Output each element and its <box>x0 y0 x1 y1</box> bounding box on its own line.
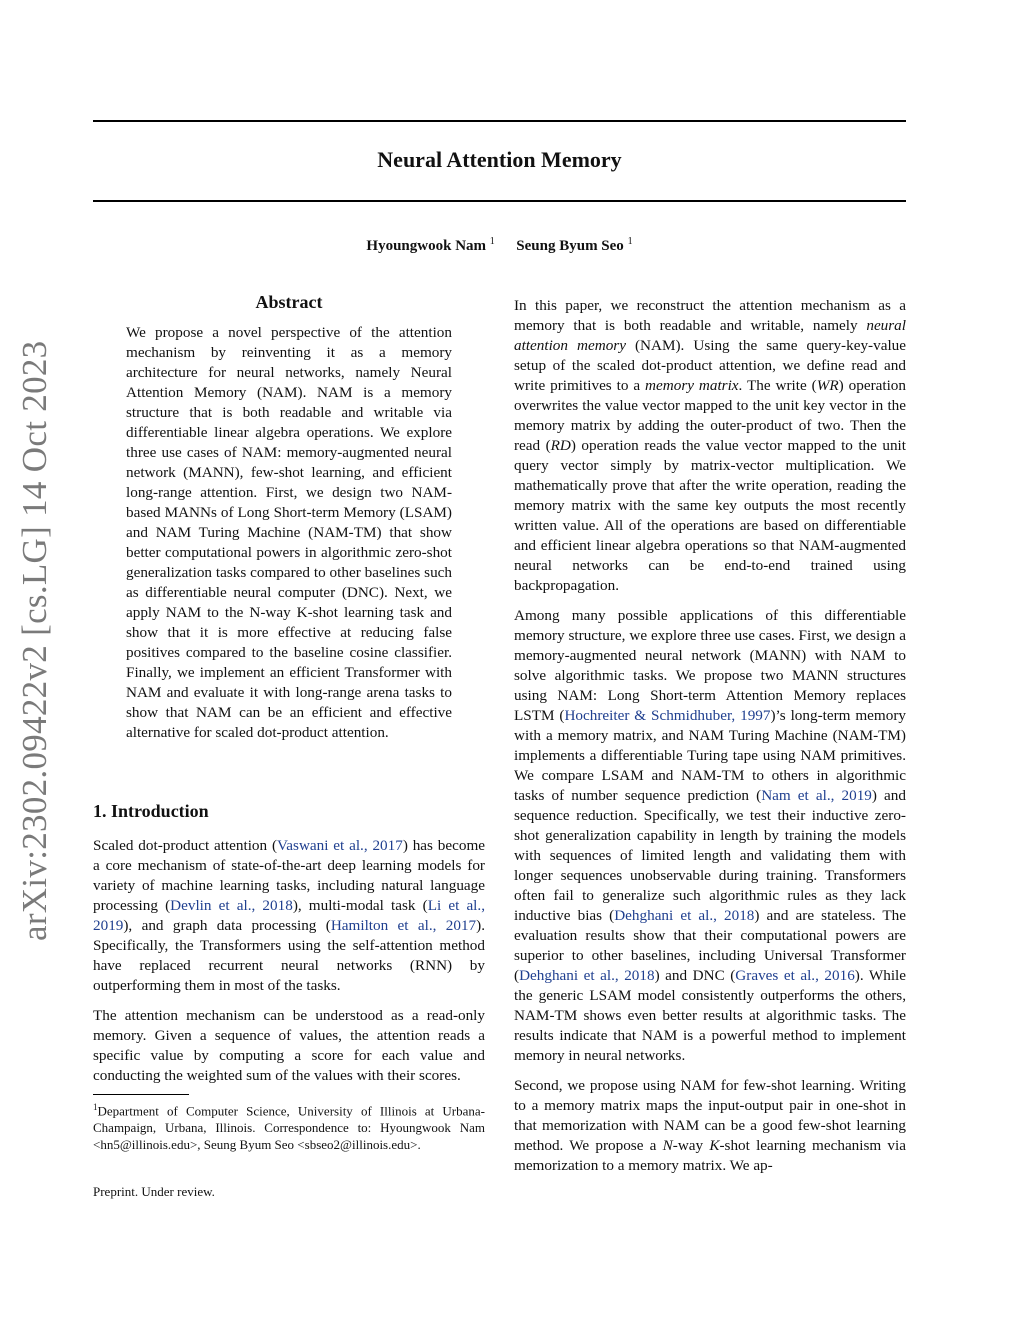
body-paragraph: Among many possible applications of this differentiable memory structure, we explore three use cases. First, we design a memory-augmented neural network (MANN) with NAM to solve algorithmic tasks. We propose two MANN structures using NAM: Long Short-term Attention Memory replaces LSTM (Hochreiter & Schmidhuber, 1997)’s long-term memory with a memory matrix, and NAM Turing Machine (NAM-TM) implements a differentiable Turing tape using NAM primitives. We compare LSAM and NAM-TM to others in algorithmic tasks of number sequence prediction (Nam et al., 2019) and sequence reduction. Specifically, we test their inductive zero-shot generalization capability in length by training the models with sequences of limited length and validating them with longer sequences unobservable during training. Transformers often fail to generalize such algorithmic rules as they lack inductive bias (Dehghani et al., 2018) and are stateless. The evaluation results show that their computational powers are superior to other baselines, including Universal Transformer (Dehghani et al., 2018) and DNC (Graves et al., 2016). While the generic LSAM model consistently outperforms the others, NAM-TM shows even better results at algorithmic tasks. The results indicate that NAM is a powerful method to implement memory in neural networks. <box>514 607 907 1064</box>
math-symbol: N <box>662 1137 673 1154</box>
math-symbol: WR <box>816 377 839 394</box>
citation-link[interactable]: Hochreiter & Schmidhuber, 1997 <box>564 707 771 724</box>
arxiv-identifier-stamp: arXiv:2302.09422v2 [cs.LG] 14 Oct 2023 <box>15 340 54 941</box>
introduction-paragraph: The attention mechanism can be understood as a read-only memory. Given a sequence of values, the attention reads a specific value by computing a score for each value and conducting the weighted sum of the values with their scores. <box>93 1007 485 1084</box>
citation-link[interactable]: Graves et al., 2016 <box>735 967 855 984</box>
citation-link[interactable]: Nam et al., 2019 <box>761 787 872 804</box>
author-affiliation-mark: 1 <box>489 236 495 247</box>
citation-link[interactable]: Dehghani et al., 2018 <box>614 907 755 924</box>
footnote-rule <box>93 1094 189 1095</box>
citation-link[interactable]: Vaswani et al., 2017 <box>277 837 403 854</box>
affiliation-footnote <box>93 1099 485 1153</box>
footnote-mark: 1 <box>93 1102 98 1112</box>
math-symbol: K <box>709 1137 720 1154</box>
body-paragraph: Second, we propose using NAM for few-shot learning. Writing to a memory matrix maps the input-output pair in one-shot in that memorization with NAM can be a good few-shot learning method. We propose a N-way K-shot learning mechanism via memorization to a memory matrix. We ap- <box>514 1077 906 1174</box>
introduction-heading: 1. Introduction <box>93 801 209 821</box>
paper-title: Neural Attention Memory <box>377 147 622 172</box>
author-name: Hyoungwook Nam <box>366 238 487 254</box>
title-bottom-rule <box>93 200 906 202</box>
body-paragraph: In this paper, we reconstruct the attention mechanism as a memory that is both readable and writable, namely neural attention memory (NAM). Using the same query-key-value setup of the scaled dot-product attention, we define read and write primitives to a memory matrix. The write (WR) operation overwrites the value vector mapped to the unit key vector in the memory matrix by adding the outer-product of two. Then the read (RD) operation reads the value vector mapped to the unit query vector simply by matrix-vector multiplication. We mathematically prove that after the write operation, reading the memory matrix with the same key outputs the most recently written value. All of the operations are based on differentiable and efficient linear algebra operations so that NAM-augmented neural networks can be end-to-end trained using backpropagation. <box>514 297 906 594</box>
author-list <box>93 236 906 255</box>
citation-link[interactable]: Dehghani et al., 2018 <box>519 967 655 984</box>
introduction-text <box>93 836 485 1096</box>
author-affiliation-mark: 1 <box>627 236 633 247</box>
citation-link[interactable]: Hamilton et al., 2017 <box>330 917 477 934</box>
math-symbol: RD <box>550 437 571 454</box>
citation-link[interactable]: Li et al., 2019 <box>93 897 485 934</box>
preprint-note: Preprint. Under review. <box>93 1184 215 1199</box>
title-top-rule <box>93 120 906 122</box>
introduction-paragraph: Scaled dot-product attention (Vaswani et al., 2017) has become a core mechanism of state-of-the-art deep learning models for variety of machine learning tasks, including natural language processing (Devlin et al., 2018), multi-modal task (Li et al., 2019), and graph data processing (Hamilton et al., 2017). Specifically, the Transformers using the self-attention method have replaced recurrent neural networks (RNN) by outperforming them in most of the tasks. <box>93 837 486 994</box>
abstract-paragraph: We propose a novel perspective of the attention mechanism by reinventing it as a memory architecture for neural networks, namely Neural Attention Memory (NAM). NAM is a memory structure that is both readable and writable via differentiable linear algebra operations. We explore three use cases of NAM: memory-augmented neural network (MANN), few-shot learning, and efficient long-range attention. First, we design two NAM-based MANNs of Long Short-term Memory (LSAM) and NAM Turing Machine (NAM-TM) that show better computational powers in algorithmic zero-shot generalization tasks compared to other baselines such as differentiable neural computer (DNC). Next, we apply NAM to the N-way K-shot learning task and show that it is more effective at reducing false positives compared to the baseline cosine classifier. Finally, we implement an efficient Transformer with NAM and evaluate it with long-range arena tasks to show that NAM can be an efficient and effective alternative for scaled dot-product attention. <box>126 324 452 741</box>
abstract-heading: Abstract <box>255 292 323 312</box>
footnote-text: Department of Computer Science, University of Illinois at Urbana-Champaign, Urbana, Illinois. Correspondence to: Hyoungwook Nam <hn5@illinois.edu>, Seung Byum Seo <sbseo2@illinois.edu>. <box>93 1103 485 1153</box>
author-name: Seung Byum Seo <box>516 238 624 254</box>
citation-link[interactable]: Devlin et al., 2018 <box>170 897 293 914</box>
abstract-text <box>126 323 452 753</box>
right-column-text <box>514 296 906 1186</box>
